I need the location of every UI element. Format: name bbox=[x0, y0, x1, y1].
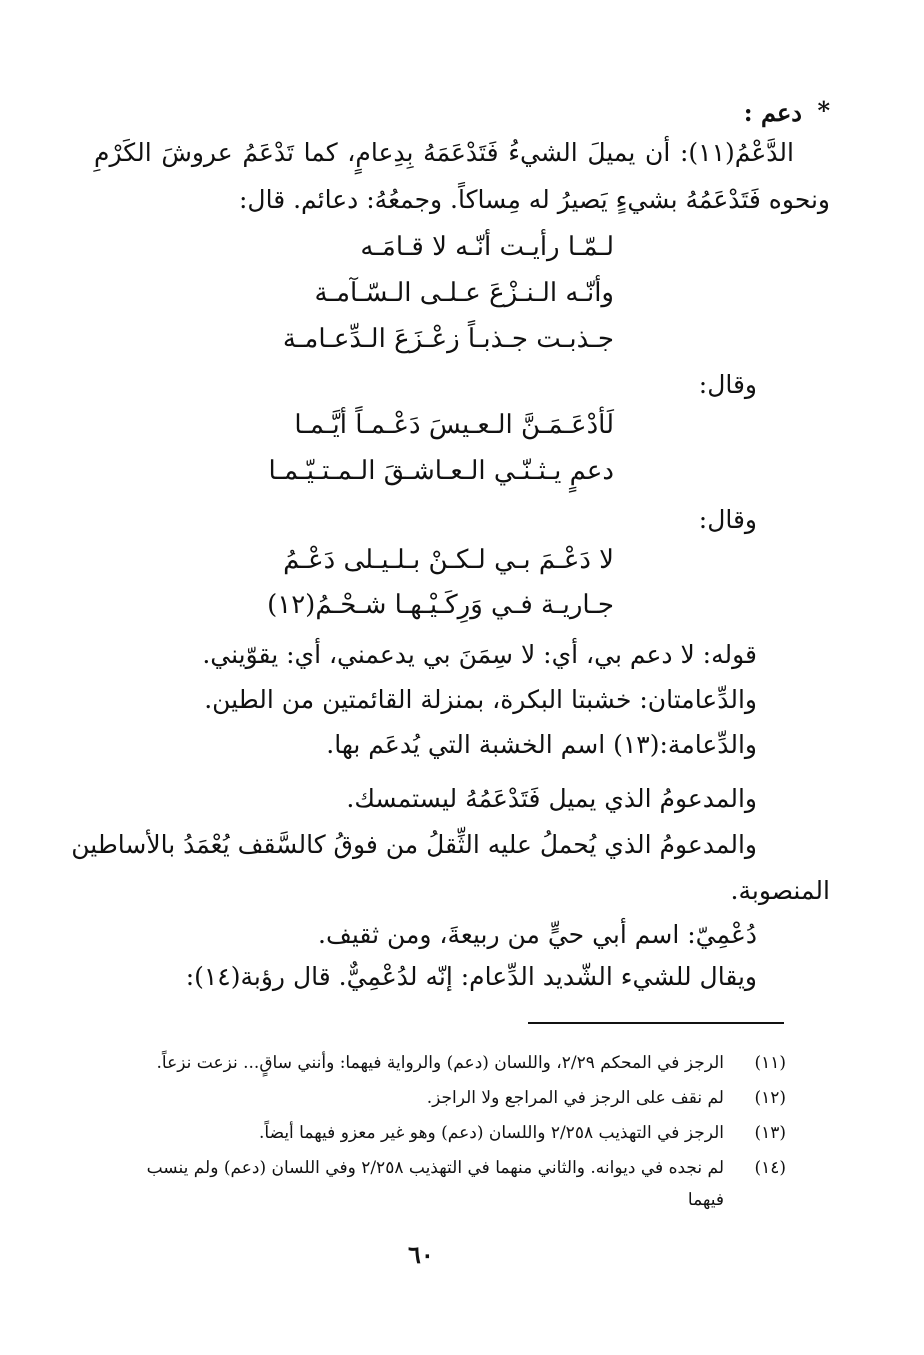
footnote-number: (١٢) bbox=[754, 1088, 786, 1108]
verse-1-line-2: وأنّـه الـنـزْعَ عـلـى الـسّـآمـة bbox=[314, 278, 614, 308]
footnote-text: لم نجده في ديوانه. والثاني منهما في التهذيب ٢/٢٥٨ وفي اللسان (دعم) ولم ينسب bbox=[146, 1158, 724, 1178]
text-line-8: المنصوبة. bbox=[730, 876, 830, 905]
footnote-text: لم نقف على الرجز في المراجع ولا الراجز. bbox=[426, 1088, 724, 1108]
entry-star-icon: * bbox=[817, 96, 830, 125]
entry-heading: دعم : bbox=[743, 98, 802, 127]
text-line-10: ويقال للشيء الشّديد الدِّعام: إنّه لدُعْمِيٌّ. قال رؤبة(١٤): bbox=[185, 962, 757, 991]
text-line-2: ونحوه فَتَدْعَمُهُ بشيءٍ يَصيرُ له مِساكاً. وجمعُهُ: دعائم. قال: bbox=[238, 185, 830, 214]
text-line-7: والمدعومُ الذي يُحملُ عليه الثِّقلُ من فوقُ كالسَّقف يُعْمَدُ بالأساطين bbox=[71, 830, 757, 859]
verse-2-line-2: دعمٍ يـثـنّـي الـعـاشـقَ الـمـتـيّـمـا bbox=[268, 456, 614, 486]
footnote-number: (١١) bbox=[754, 1053, 786, 1073]
verse-3-line-2: جـاريـة فـي وَرِكَـيْـهـا شـحْـمُ(١٢) bbox=[267, 590, 614, 620]
qala-label-2: وقال: bbox=[698, 370, 757, 399]
verse-2-line-1: لَأدْعَـمَـنَّ الـعـيسَ دَعْـمـاً أيَّـمـا bbox=[294, 410, 614, 440]
text-line-5: والدِّعامة:(١٣) اسم الخشبة التي يُدعَم بها. bbox=[326, 730, 757, 759]
text-line-4: والدِّعامتان: خشبتا البكرة، بمنزلة القائمتين من الطين. bbox=[204, 685, 757, 714]
verse-3-line-1: لا دَعْـمَ بـي لـكـنْ بـلـيـلى دَعْـمُ bbox=[283, 545, 614, 575]
footnote-text: الرجز في المحكم ٢/٢٩، واللسان (دعم) والرواية فيهما: وأنني ساقٍ... نزعت نزعاً. bbox=[156, 1053, 724, 1073]
text-line-1: الدَّعْمُ(١١): أن يميلَ الشيءُ فَتَدْعَمَهُ بِدِعامٍ، كما تَدْعَمُ عروشَ الكَرْمِ bbox=[94, 138, 794, 167]
page-number: ٦٠ bbox=[408, 1240, 434, 1269]
text-line-3: قوله: لا دعم بي، أي: لا سِمَنَ بي يدعمني، أي: يقوّيني. bbox=[202, 640, 757, 669]
text-line-9: دُعْمِيّ: اسم أبي حيٍّ من ربيعةَ، ومن ثقيف. bbox=[318, 920, 757, 949]
qala-label-3: وقال: bbox=[698, 505, 757, 534]
text-line-6: والمدعومُ الذي يميل فَتَدْعَمُهُ ليستمسك. bbox=[346, 784, 757, 813]
footnote-number: (١٤) bbox=[754, 1158, 786, 1178]
footnote-number: (١٣) bbox=[754, 1123, 786, 1143]
verse-1-line-1: لـمّـا رأيـت أنّـه لا قـامَـه bbox=[360, 232, 614, 262]
footnote-text: الرجز في التهذيب ٢/٢٥٨ واللسان (دعم) وهو غير معزو فيهما أيضاً. bbox=[259, 1123, 724, 1143]
verse-1-line-3: جـذبـت جـذبـاً زعْـزَعَ الـدِّعـامـة bbox=[282, 324, 614, 354]
footnote-text-continuation: فيهما bbox=[687, 1190, 724, 1210]
footnote-divider bbox=[528, 1022, 784, 1024]
